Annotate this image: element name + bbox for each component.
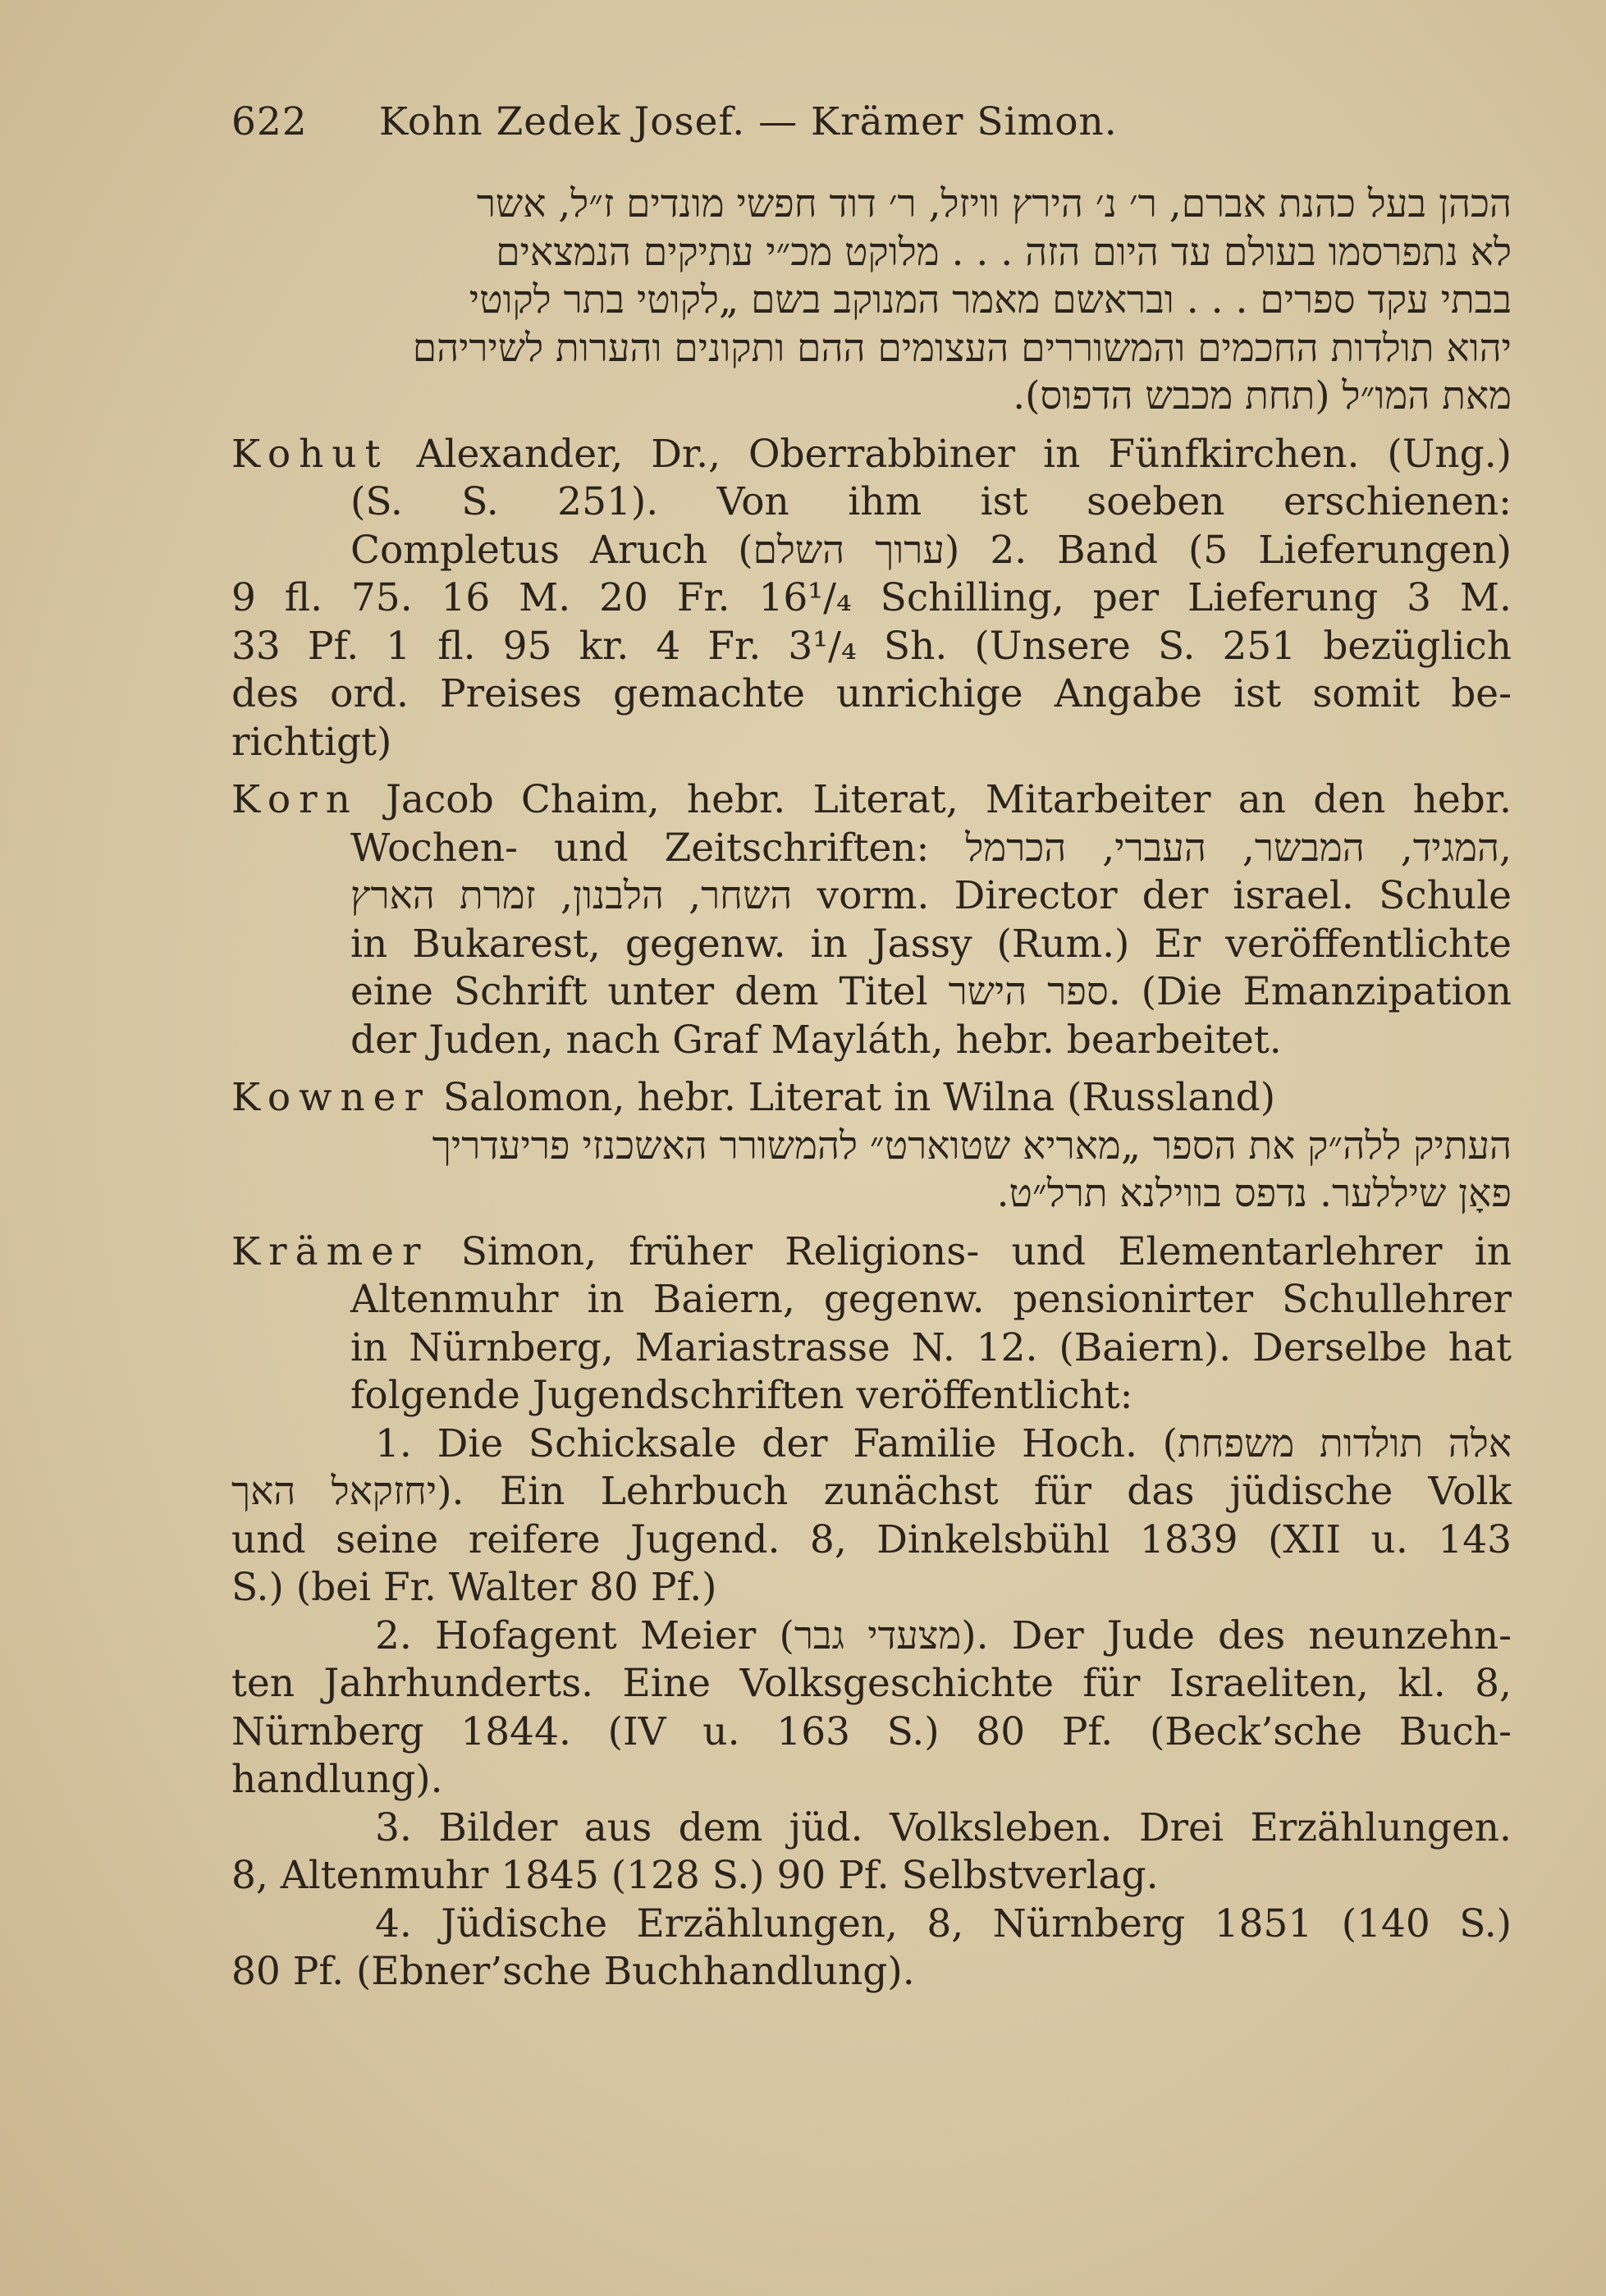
- list-item: 4. Jüdische Erzählungen, 8, Nürnberg 1851 (140 S.): [375, 1900, 1512, 1946]
- entry-line: (S. S. 251). Von ihm ist soeben erschienen:: [350, 479, 1512, 524]
- entry-line: in Bukarest, gegenw. in Jassy (Rum.) Er veröffentlichte: [350, 921, 1512, 967]
- entry-line: der Juden, nach Graf Mayláth, hebr. bearbeitet.: [350, 1017, 1282, 1063]
- entry-line: Altenmuhr in Baiern, gegenw. pensionirter Schullehrer: [350, 1277, 1512, 1322]
- entry-name: Korn: [231, 777, 359, 822]
- list-item: 1. Die Schicksale der Familie Hoch. (אלה תולדות משפחת: [375, 1420, 1512, 1466]
- entry-first-line: [231, 1228, 1512, 1277]
- entry-line: richtigt): [231, 719, 392, 765]
- page-number: 622: [231, 99, 308, 144]
- hebrew-line: העתיק ללה״ק את הספר „מאריא שטוארט״ להמשורר האשכנזי פריעדריך: [432, 1123, 1512, 1169]
- entry-line: folgende Jugendschriften veröffentlicht:: [350, 1373, 1133, 1418]
- hebrew-line: הכהן בעל כהנת אברם, ר׳ נ׳ הירץ וויזל, ר׳ דוד חפשי מונדים ז״ל, אשר: [476, 181, 1512, 226]
- entry-line: השחר, הלבנון, זמרת הארץ vorm. Director der israel. Schule: [350, 873, 1512, 918]
- page-text: [231, 98, 1512, 1996]
- entry-line: Wochen- und Zeitschriften: המגיד, המבשר, העברי, הכרמל,: [350, 825, 1512, 871]
- entry-line: 8, Altenmuhr 1845 (128 S.) 90 Pf. Selbstverlag.: [231, 1853, 1159, 1898]
- hebrew-line: פאָן שיללער. נדפס בווילנא תרל״ט.: [996, 1171, 1512, 1216]
- entry-line: 33 Pf. 1 fl. 95 kr. 4 Fr. 3¹/₄ Sh. (Unsere S. 251 bezüglich: [231, 623, 1512, 669]
- entry-first-line: [231, 1074, 1512, 1123]
- entry-line: 9 fl. 75. 16 M. 20 Fr. 16¹/₄ Schilling, per Lieferung 3 M.: [231, 575, 1512, 620]
- entry-line: יחזקאל האך). Ein Lehrbuch zunächst für das jüdische Volk: [231, 1469, 1512, 1514]
- entry-line: des ord. Preises gemachte unrichige Angabe ist somit be-: [231, 671, 1512, 716]
- entry-line: 80 Pf. (Ebner’sche Buchhandlung).: [231, 1949, 915, 1994]
- entry-line: eine Schrift unter dem Titel ספר הישר. (Die Emanzipation: [350, 969, 1512, 1014]
- entry-kowner: [231, 1074, 1512, 1219]
- entry-text: Simon, früher Religions- und Elementarlehrer in: [428, 1228, 1512, 1274]
- entry-kohut: [231, 431, 1512, 767]
- hebrew-line: מאת המו״ל (תחת מכבש הדפוס).: [1013, 373, 1512, 418]
- list-item: 3. Bilder aus dem jüd. Volksleben. Drei Erzählungen.: [375, 1804, 1512, 1850]
- entry-text: Salomon, hebr. Literat in Wilna (Russland): [430, 1075, 1276, 1120]
- hebrew-line: לא נתפרסמו בעולם עד היום הזה . . . מלוקט מכ״י עתיקים הנמצאים: [496, 229, 1512, 275]
- entry-kraemer: [231, 1228, 1512, 1996]
- entry-line: handlung).: [231, 1757, 443, 1802]
- entry-first-line: [231, 776, 1512, 825]
- entry-line: in Nürnberg, Mariastrasse N. 12. (Baiern). Derselbe hat: [350, 1324, 1512, 1370]
- entry-name: Krämer: [231, 1228, 429, 1274]
- entry-line: Completus Aruch (ערוך השלם) 2. Band (5 Lieferungen): [350, 527, 1512, 573]
- entry-name: Kohut: [231, 431, 389, 477]
- list-item: 2. Hofagent Meier (מצעדי גבר). Der Jude des neunzehn-: [375, 1612, 1512, 1658]
- entry-first-line: [231, 431, 1512, 479]
- entry-text: Alexander, Dr., Oberrabbiner in Fünfkirchen. (Ung.): [388, 431, 1512, 477]
- entry-line: S.) (bei Fr. Walter 80 Pf.): [231, 1565, 717, 1610]
- entry-name: Kowner: [231, 1075, 431, 1120]
- hebrew-line: בבתי עקד ספרים . . . ובראשם מאמר המנוקב בשם „לקוטי בתר לקוטי: [469, 277, 1512, 322]
- entry-line: Nürnberg 1844. (IV u. 163 S.) 80 Pf. (Beck’sche Buch-: [231, 1708, 1512, 1754]
- running-header: [231, 98, 1512, 156]
- entry-text: Jacob Chaim, hebr. Literat, Mitarbeiter an den hebr.: [358, 777, 1512, 822]
- entry-line: ten Jahrhunderts. Eine Volksgeschichte für Israeliten, kl. 8,: [231, 1661, 1512, 1706]
- header-title: Kohn Zedek Josef. — Krämer Simon.: [379, 99, 1118, 144]
- hebrew-line: יהוא תולדות החכמים והמשוררים העצומים ההם ותקונים והערות לשיריהם: [412, 325, 1512, 371]
- entry-line: und seine reifere Jugend. 8, Dinkelsbühl 1839 (XII u. 143: [231, 1516, 1512, 1562]
- hebrew-paragraph: [231, 181, 1512, 421]
- entry-korn: [231, 776, 1512, 1064]
